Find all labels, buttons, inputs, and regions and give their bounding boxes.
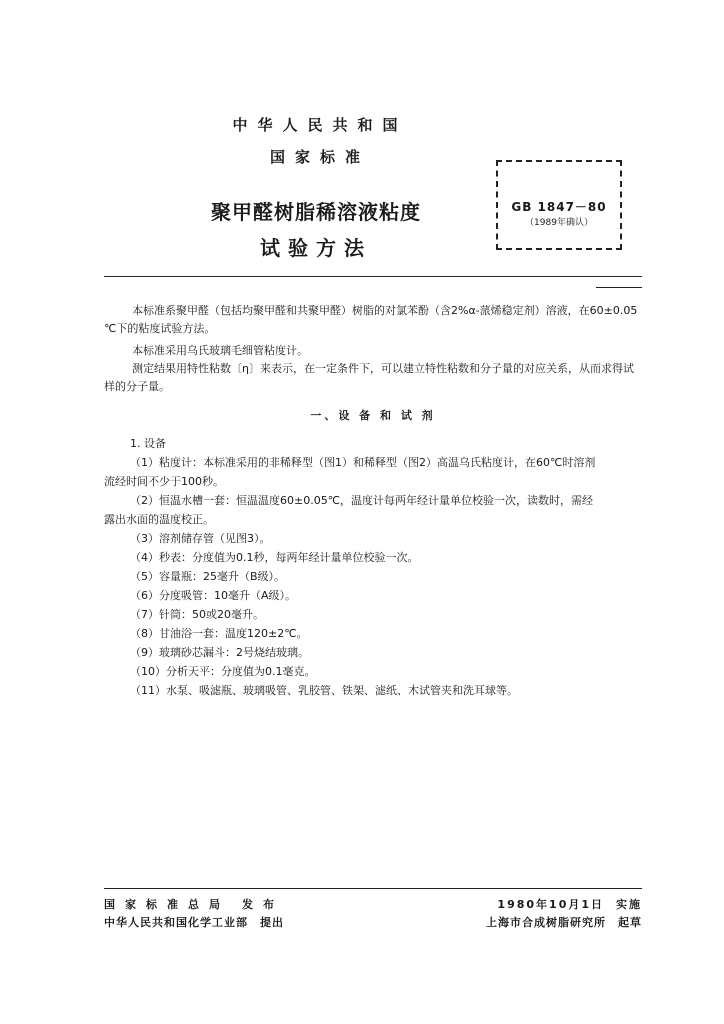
subsection-heading: 1. 设备 — [130, 437, 166, 450]
drafter-name: 上海市合成树脂研究所 — [486, 916, 606, 929]
list-item: （5）容量瓶：25毫升（B级）。 — [130, 570, 286, 583]
standard-number: GB 1847－80 — [511, 200, 607, 214]
drafter-action: 起草 — [618, 916, 642, 929]
issuer-action: 发布 — [242, 898, 284, 911]
list-item: （3）溶剂储存管（见图3）。 — [130, 532, 271, 545]
footer-proposer — [104, 914, 284, 930]
footer-drafter — [480, 914, 642, 930]
proposer-name: 中华人民共和国化学工业部 — [104, 916, 248, 929]
list-item: （10）分析天平：分度值为0.1毫克。 — [130, 665, 316, 678]
standard-number-box — [496, 160, 622, 250]
list-item: （7）针筒：50或20毫升。 — [130, 608, 264, 621]
standard-type-header: 国家标准 — [269, 148, 370, 166]
list-item: （11）水泵、吸滤瓶、玻璃吸管、乳胶管、铁架、滤纸、木试管夹和洗耳球等。 — [130, 684, 518, 697]
proposer-action: 提出 — [260, 916, 284, 929]
list-item: （8）甘油浴一套：温度120±2℃。 — [130, 627, 308, 640]
equipment-list — [104, 434, 644, 700]
header-divider — [104, 276, 642, 277]
header-short-divider — [596, 287, 642, 288]
list-item: （6）分度吸管：10毫升（A级）。 — [130, 589, 297, 602]
country-header: 中华人民共和国 — [232, 116, 408, 134]
effective-action: 实施 — [616, 898, 642, 911]
footer-effective-date — [480, 896, 642, 912]
effective-date: 1980年10月1日 — [497, 898, 604, 911]
intro-paragraph-2: 本标准采用乌氏玻璃毛细管粘度计。 — [132, 344, 308, 357]
document-title-line1: 聚甲醛树脂稀溶液粘度 — [211, 200, 421, 224]
section-heading: 一、设 备 和 试 剂 — [310, 409, 436, 422]
list-item-continuation: 露出水面的温度校正。 — [104, 513, 214, 526]
intro-paragraph-1: 本标准系聚甲醛（包括均聚甲醛和共聚甲醛）树脂的对氯苯酚（含2%α-蒎烯稳定剂）溶液，在60±0.05 ℃下的粘度试验方法。 — [104, 304, 638, 335]
list-item: （2）恒温水槽一套：恒温温度60±0.05℃，温度计每两年经计量单位校验一次，读数时，需经 — [130, 494, 594, 507]
list-item: （9）玻璃砂芯漏斗：2号烧结玻璃。 — [130, 646, 309, 659]
footer-divider — [104, 888, 642, 889]
issuer-name: 国家标准总局 — [104, 898, 230, 911]
document-title-line2: 试验方法 — [260, 236, 372, 260]
confirmation-year: （1989年确认） — [525, 218, 593, 228]
list-item: （1）粘度计：本标准采用的非稀释型（图1）和稀释型（图2）高温乌氏粘度计，在60℃时溶剂 — [130, 456, 596, 469]
list-item: （4）秒表：分度值为0.1秒，每两年经计量单位校验一次。 — [130, 551, 419, 564]
list-item-continuation: 流经时间不少于100秒。 — [104, 475, 224, 488]
intro-paragraph-3: 测定结果用特性粘数〔η〕来表示，在一定条件下，可以建立特性粘数和分子量的对应关系，从而求得试样的分子量。 — [104, 362, 634, 393]
footer-issuer — [104, 896, 284, 912]
